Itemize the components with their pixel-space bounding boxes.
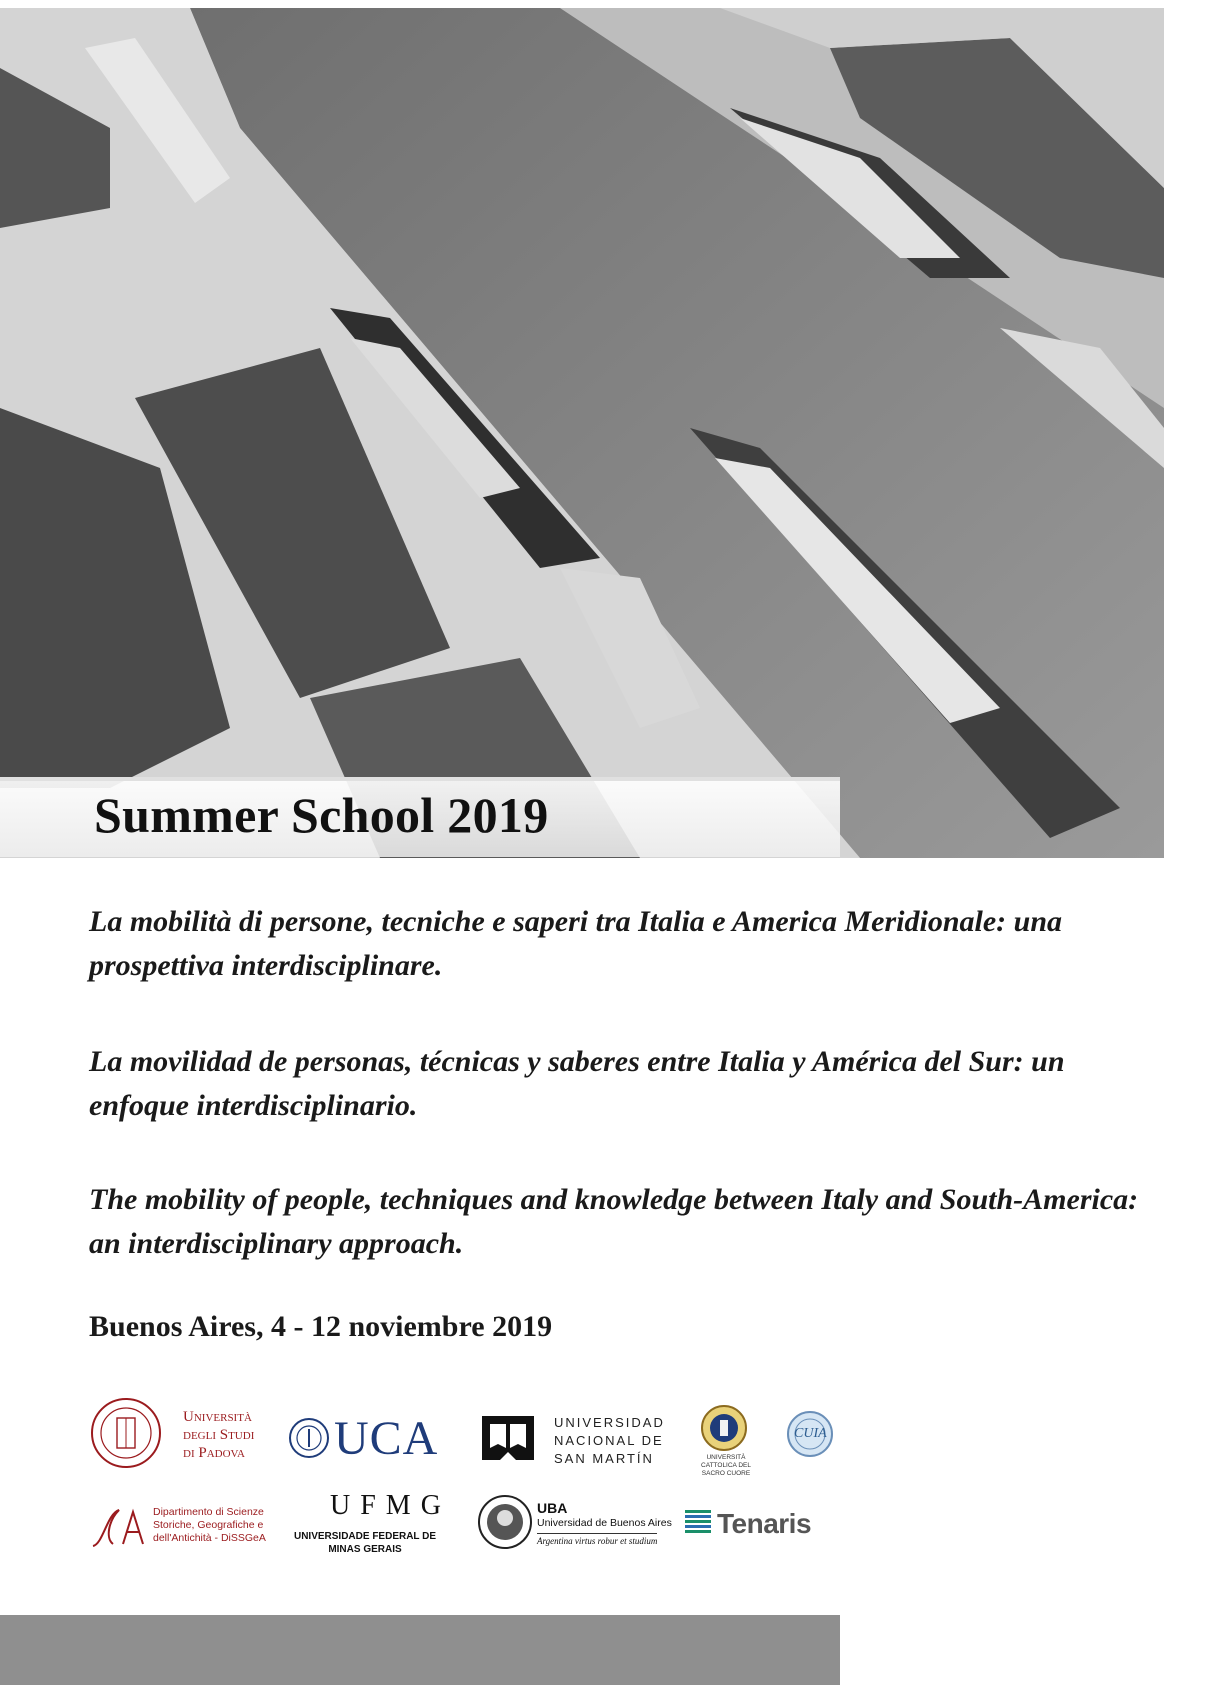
tenaris-stripes-icon: [685, 1510, 711, 1534]
cuia-logo: [786, 1410, 836, 1460]
harbour-illustration: [0, 8, 1164, 858]
dissgea-name: Dipartimento di Scienze Storiche, Geografiche e dell'Antichità - DiSSGeA: [153, 1506, 266, 1544]
padova-seal-icon: [89, 1396, 164, 1471]
ufmg-subtitle: UNIVERSIDADE FEDERAL DE MINAS GERAIS: [293, 1531, 437, 1555]
tenaris-name: Tenaris: [717, 1508, 812, 1539]
tenaris-logo: [685, 1508, 835, 1548]
unsam-name: UNIVERSIDAD NACIONAL DE SAN MARTÍN: [554, 1415, 665, 1466]
uca-logo: [288, 1412, 448, 1465]
cattolica-name: UNIVERSITÀ CATTOLICA DEL SACRO CUORE: [701, 1454, 751, 1477]
uca-seal-icon: [288, 1417, 330, 1459]
event-place-date: Buenos Aires, 4 - 12 noviembre 2019: [89, 1310, 553, 1343]
title-italian: La mobilità di persone, tecniche e saperi tra Italia e America Meridionale: una prospettiva interdisciplinare.: [89, 905, 1063, 982]
page-title: Summer School 2019: [94, 787, 549, 843]
title-band-edge: [0, 777, 840, 781]
footer-bar: [0, 1615, 840, 1685]
uba-motto: Argentina virtus robur et studium: [537, 1533, 657, 1546]
ufmg-logo: [290, 1490, 450, 1562]
ufmg-name: UFMG: [330, 1490, 451, 1521]
padova-name: Università degli Studi di Padova: [183, 1409, 255, 1461]
cuia-name: CUIA: [794, 1426, 827, 1441]
uba-logo: [477, 1494, 677, 1554]
uba-name: UBA: [537, 1500, 568, 1516]
unsam-book-icon: [480, 1414, 536, 1462]
dissgea-logo: [89, 1502, 269, 1552]
uca-name: UCA: [334, 1412, 439, 1465]
title-english: The mobility of people, techniques and knowledge between Italy and South-America: an interdisciplinary approach.: [89, 1183, 1139, 1260]
uba-seal-icon: [477, 1494, 533, 1550]
header-photo-harbour: [0, 8, 1164, 858]
uba-subtitle: Universidad de Buenos Aires: [537, 1517, 672, 1529]
padova-logo: [89, 1396, 289, 1466]
cattolica-seal-icon: [700, 1404, 748, 1452]
title-spanish: La movilidad de personas, técnicas y saberes entre Italia y América del Sur: un enfoque interdisciplinario.: [89, 1045, 1065, 1122]
dissgea-mark-icon: [89, 1504, 147, 1550]
cattolica-logo: [700, 1404, 760, 1484]
unsam-logo: [480, 1410, 665, 1470]
